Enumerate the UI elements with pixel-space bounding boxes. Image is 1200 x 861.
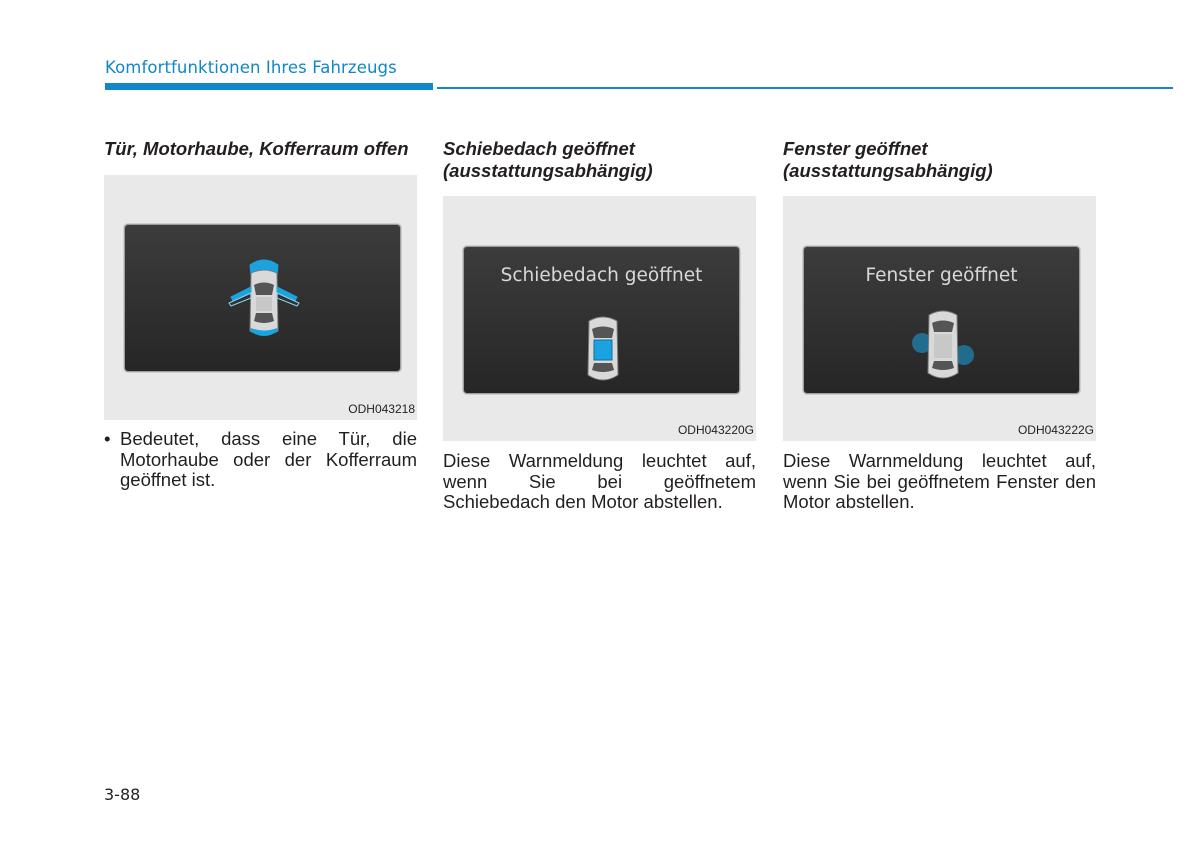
section-sunroof-open	[443, 138, 756, 513]
figure-doors-open	[104, 175, 417, 420]
section-heading-line1: Schiebedach geöffnet	[443, 138, 635, 159]
description-text: Diese Warnmeldung leuchtet auf, wenn Sie bei geöffnetem Schiebedach den Motor abstellen.	[443, 450, 756, 512]
description-text: Diese Warnmeldung leuchtet auf, wenn Sie bei geöffnetem Fenster den Motor abstellen.	[783, 450, 1096, 512]
section-window-open	[783, 138, 1096, 513]
car-sunroof-icon	[583, 313, 623, 385]
cluster-display	[463, 246, 740, 394]
figure-code: ODH043218	[348, 402, 415, 416]
section-doors-open	[104, 138, 417, 491]
chapter-title: Komfortfunktionen Ihres Fahrzeugs	[105, 58, 397, 77]
cluster-display	[124, 224, 401, 372]
warning-message: Fenster geöffnet	[865, 265, 1018, 286]
section-heading: Tür, Motorhaube, Kofferraum offen	[104, 138, 409, 159]
bullet-list	[104, 429, 417, 491]
cluster-display	[803, 246, 1080, 394]
header-rule-thin	[437, 87, 1173, 89]
figure-code: ODH043220G	[677, 423, 754, 437]
figure-code: ODH043222G	[1017, 423, 1094, 437]
figure-window-open	[783, 196, 1096, 441]
figure-sunroof-open	[443, 196, 756, 441]
warning-message: Schiebedach geöffnet	[500, 265, 703, 286]
section-heading-line2: (ausstattungsabhängig)	[443, 160, 653, 181]
section-heading-line1: Fenster geöffnet	[783, 138, 928, 159]
car-windows-open-icon	[908, 307, 978, 385]
page-number: 3-88	[104, 785, 141, 804]
section-heading-line2: (ausstattungsabhängig)	[783, 160, 993, 181]
car-doors-open-icon	[225, 255, 303, 343]
header-rule-thick	[105, 83, 433, 90]
bullet-item: • Bedeutet, dass eine Tür, die Motorhaube oder der Kofferraum geöffnet ist.	[104, 429, 417, 491]
